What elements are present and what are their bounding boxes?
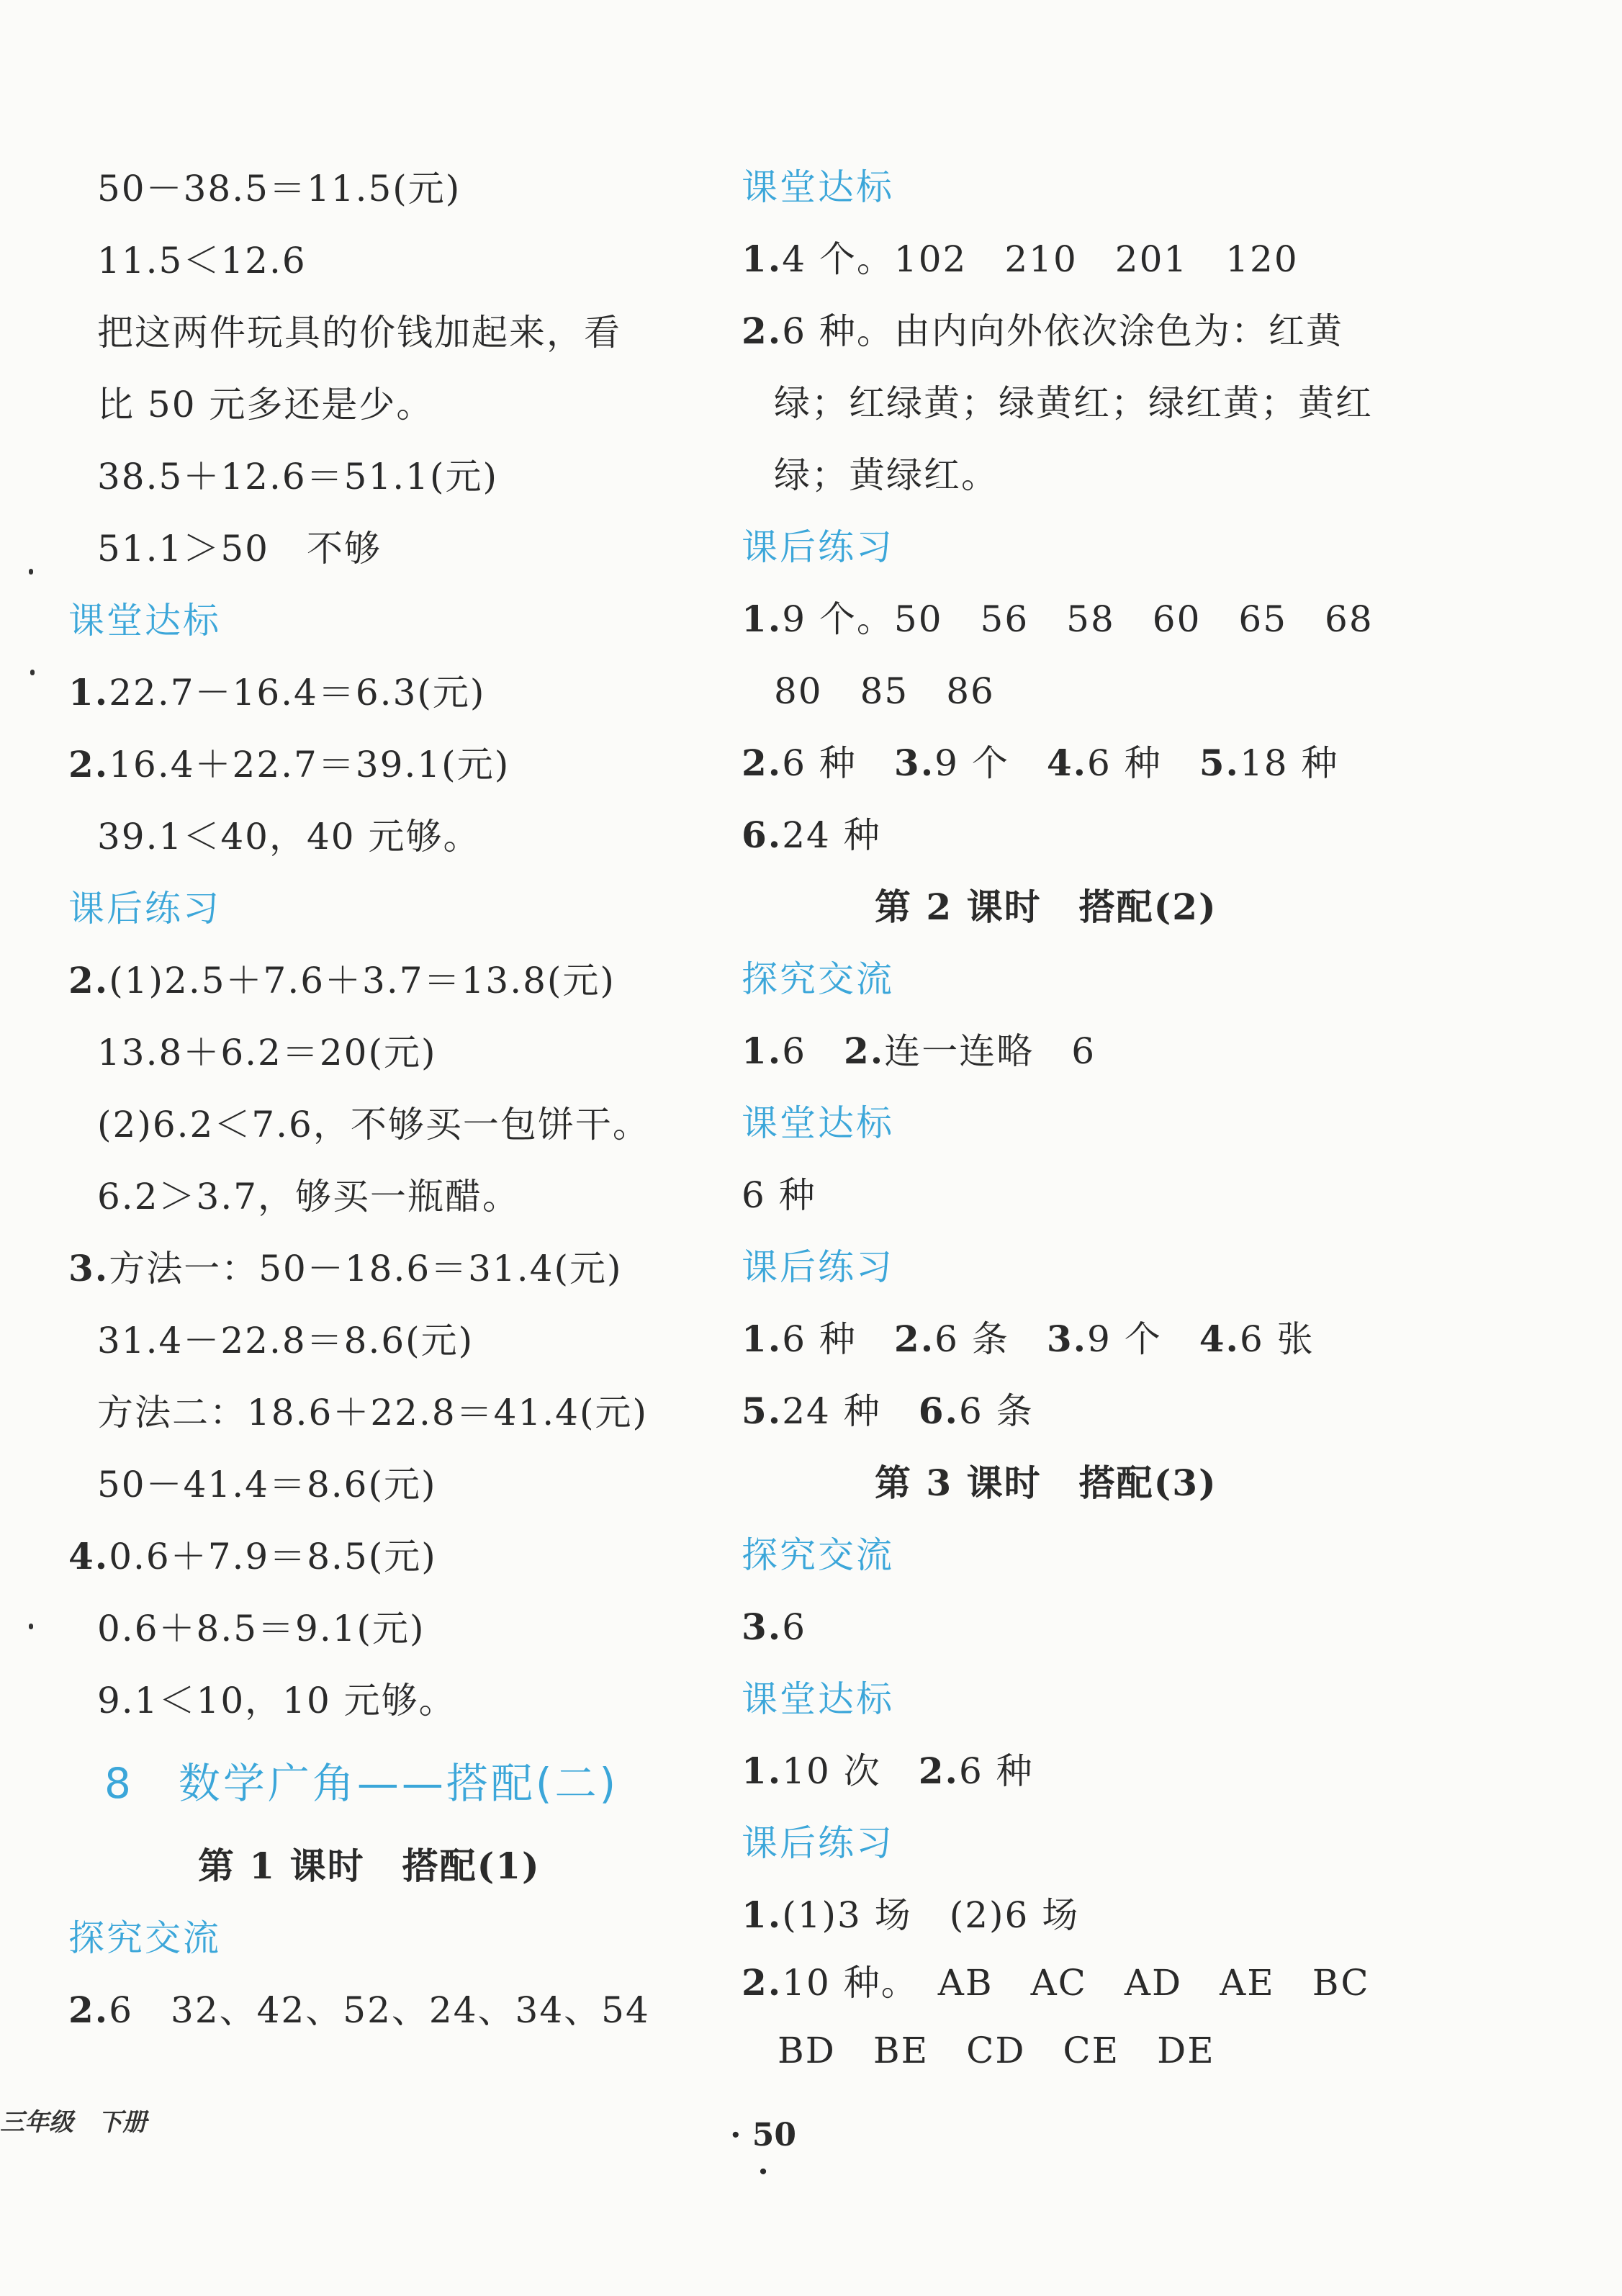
item-number: 5.: [1199, 742, 1240, 784]
item-text: 6 条: [958, 1390, 1034, 1432]
answer-line: [68, 1247, 623, 1290]
item-text: 6 张: [1239, 1318, 1315, 1360]
item-text: 24 种: [782, 1390, 881, 1432]
item-number: 5.: [742, 1390, 783, 1432]
item-number: 1.: [742, 598, 783, 640]
section-heading: 探究交流: [742, 1534, 894, 1576]
scan-mark: [29, 569, 33, 575]
page-number: · 50 ·: [730, 2117, 796, 2190]
item-number: 4.: [68, 1535, 109, 1577]
answer-line: [742, 598, 1374, 641]
answer-line: [68, 959, 616, 1002]
item-text: 6 条: [934, 1318, 1009, 1360]
answer-line: [68, 1535, 437, 1578]
answer-line: 11.5＜12.6: [97, 240, 307, 282]
answer-line: 绿；黄绿红。: [774, 454, 999, 496]
item-number: 3.: [893, 742, 935, 784]
answer-line: BD BE CD CE DE: [778, 2030, 1215, 2071]
answer-line: 13.8＋6.2＝20(元): [97, 1032, 437, 1073]
answer-line: 6 种: [742, 1174, 816, 1216]
item-number: 1.: [742, 1318, 783, 1360]
item-text: 9 个: [1087, 1318, 1162, 1360]
answer-line: 9.1＜10，10 元够。: [97, 1680, 456, 1721]
answer-line: [742, 1606, 806, 1649]
answer-line: [68, 743, 510, 786]
item-number: 2.: [918, 1750, 959, 1792]
answer-line: [742, 238, 1299, 281]
item-text: 6 种: [782, 742, 857, 784]
answer-line: 50－41.4＝8.6(元): [97, 1464, 437, 1505]
item-text: (1)2.5＋7.6＋3.7＝13.8(元): [109, 960, 616, 1001]
item-number: 6.: [918, 1390, 959, 1432]
section-heading: 课后练习: [742, 1246, 894, 1288]
answer-line: [68, 1989, 650, 2032]
item-number: 4.: [1199, 1318, 1240, 1360]
item-text: 6 32、42、52、24、34、54: [109, 1989, 650, 2031]
answer-line: 0.6＋8.5＝9.1(元): [97, 1608, 425, 1649]
item-number: 3.: [742, 1606, 783, 1648]
answer-line: (2)6.2＜7.6，不够买一包饼干。: [97, 1104, 650, 1145]
section-heading: 课后练习: [742, 526, 894, 568]
item-text: 9 个: [934, 742, 1009, 784]
item-text: 6 种。由内向外依次涂色为：红黄: [782, 310, 1343, 352]
item-text: 6 种: [1087, 742, 1162, 784]
item-number: 1.: [742, 1894, 783, 1936]
item-number: 4.: [1046, 742, 1088, 784]
answer-line: 80 85 86: [774, 670, 995, 712]
item-text: 10 种。 AB AC AD AE BC: [782, 1962, 1370, 2004]
item-number: 2.: [742, 310, 783, 352]
unit-title: 8 数学广角——搭配(二): [104, 1759, 619, 1808]
answer-line: 51.1＞50 不够: [97, 528, 382, 570]
item-number: 2.: [742, 1961, 783, 2004]
answer-line: [742, 1894, 1079, 1937]
item-text: 22.7－16.4＝6.3(元): [109, 672, 486, 713]
item-text: 9 个。50 56 58 60 65 68: [782, 598, 1374, 640]
section-heading: 课后练习: [68, 888, 221, 929]
section-heading: 探究交流: [68, 1917, 221, 1959]
item-number: 2.: [68, 1989, 109, 2031]
section-heading: 课后练习: [742, 1822, 894, 1864]
section-heading: 探究交流: [742, 958, 894, 1000]
lesson-title: 第 3 课时 搭配(3): [875, 1462, 1217, 1504]
section-heading: 课堂达标: [68, 600, 221, 641]
item-text: 24 种: [782, 814, 881, 856]
item-text: 6 种: [782, 1318, 857, 1360]
answer-line: [742, 310, 1343, 353]
item-text: 6: [782, 1606, 807, 1648]
item-number: 2.: [68, 959, 109, 1001]
item-text: 6: [782, 1030, 807, 1072]
section-heading: 课堂达标: [742, 1102, 894, 1144]
item-text: (1)3 场 (2)6 场: [782, 1894, 1080, 1936]
answer-line: [742, 1390, 1034, 1433]
answer-line: 39.1＜40，40 元够。: [97, 816, 481, 857]
answer-line: [742, 742, 1339, 785]
item-text: 方法一：50－18.6＝31.4(元): [109, 1248, 623, 1289]
answer-line: 6.2＞3.7，够买一瓶醋。: [97, 1176, 521, 1217]
grade-label: 三年级 下册: [0, 2108, 147, 2137]
item-number: 3.: [68, 1247, 109, 1289]
scan-mark: [30, 670, 35, 675]
answer-line: 50－38.5＝11.5(元): [97, 168, 461, 210]
item-number: 1.: [742, 1030, 783, 1072]
answer-line: [742, 1750, 1034, 1793]
answer-line: [742, 814, 881, 857]
lesson-title: 第 1 课时 搭配(1): [198, 1845, 541, 1887]
item-text: 0.6＋7.9＝8.5(元): [109, 1536, 437, 1577]
item-text: 18 种: [1239, 742, 1339, 784]
item-number: 2.: [893, 1318, 935, 1360]
answer-line: 把这两件玩具的价钱加起来，看: [97, 312, 621, 354]
item-number: 1.: [742, 238, 783, 280]
item-number: 2.: [68, 743, 109, 785]
answer-line: [742, 1030, 1096, 1073]
item-text: 连一连略 6: [884, 1030, 1096, 1072]
item-number: 3.: [1046, 1318, 1088, 1360]
answer-line: 绿；红绿黄；绿黄红；绿红黄；黄红: [774, 382, 1373, 424]
answer-line: [68, 671, 485, 714]
item-number: 2.: [742, 742, 783, 784]
scan-mark: [29, 1624, 33, 1629]
section-heading: 课堂达标: [742, 166, 894, 208]
item-text: 16.4＋22.7＝39.1(元): [109, 744, 510, 785]
section-heading: 课堂达标: [742, 1678, 894, 1720]
answer-line: 方法二：18.6＋22.8＝41.4(元): [97, 1392, 648, 1433]
item-number: 1.: [742, 1750, 783, 1792]
item-text: 10 次: [782, 1750, 881, 1792]
item-number: 1.: [68, 671, 109, 713]
item-number: 2.: [844, 1030, 885, 1072]
answer-line: 31.4－22.8＝8.6(元): [97, 1320, 474, 1361]
answer-line: 比 50 元多还是少。: [97, 384, 434, 426]
item-number: 6.: [742, 814, 783, 856]
lesson-title: 第 2 课时 搭配(2): [875, 886, 1217, 928]
answer-line: 38.5＋12.6＝51.1(元): [97, 456, 498, 498]
item-text: 4 个。102 210 201 120: [782, 238, 1299, 280]
item-text: 6 种: [958, 1750, 1034, 1792]
answer-line: [742, 1961, 1370, 2004]
answer-line: [742, 1318, 1315, 1361]
